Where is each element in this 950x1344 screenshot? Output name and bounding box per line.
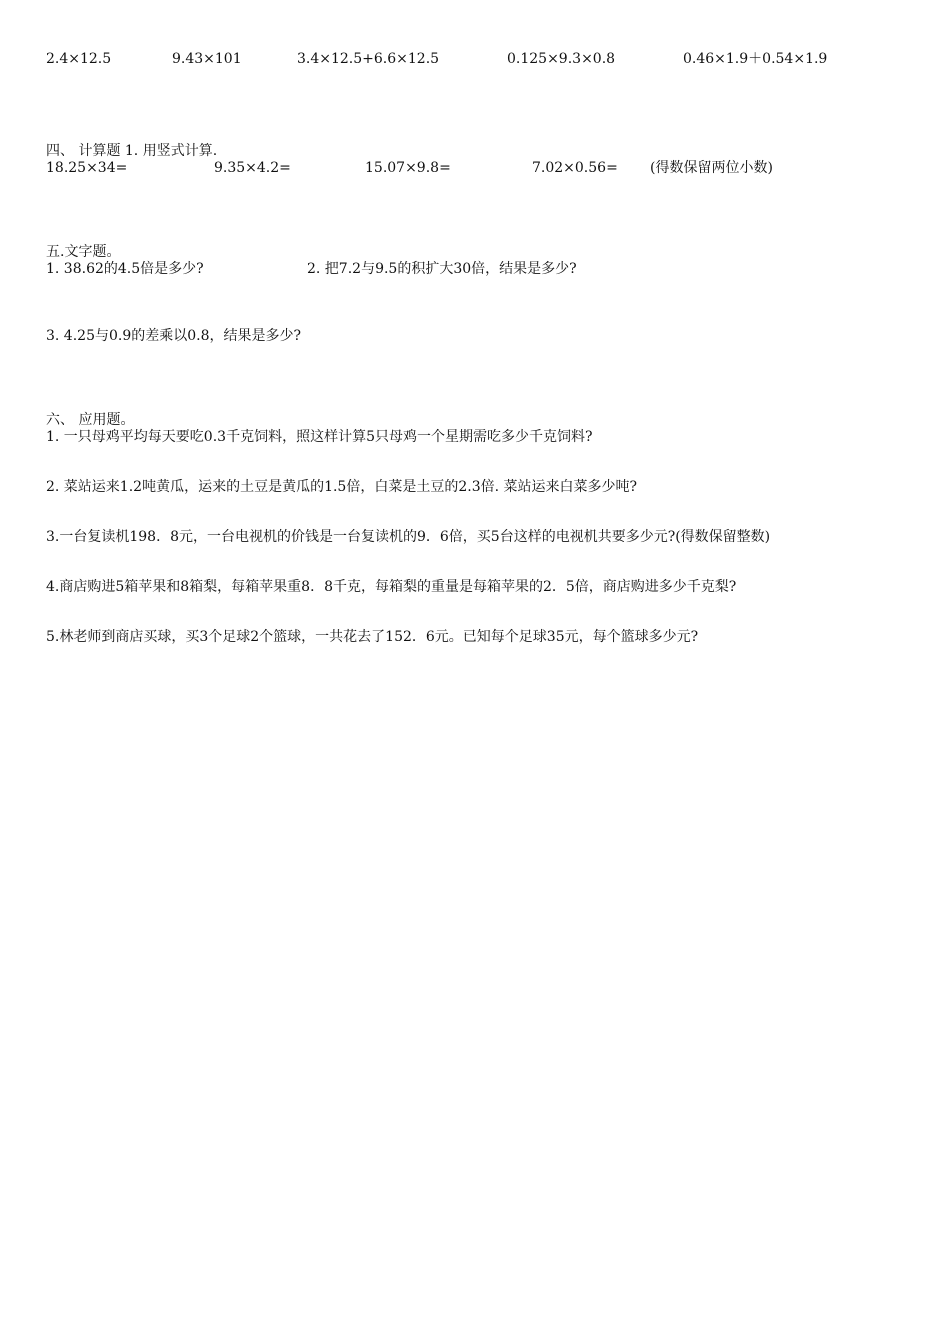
application-problem-3: 3.一台复读机198．8元，一台电视机的价钱是一台复读机的9．6倍，买5台这样的电视机共要多少元?(得数保留整数)	[46, 529, 771, 545]
vertical-calc-4: 7.02×0.56=	[532, 160, 618, 176]
expression-4: 0.125×9.3×0.8	[507, 51, 616, 67]
expression-3: 3.4×12.5+6.6×12.5	[297, 51, 440, 67]
word-problem-3: 3. 4.25与0.9的差乘以0.8，结果是多少?	[46, 328, 302, 344]
section6-heading: 六、 应用题。	[46, 412, 135, 428]
section5-heading: 五.文字题。	[46, 244, 121, 260]
section4-heading: 四、 计算题 1. 用竖式计算.	[46, 143, 218, 159]
vertical-calc-2: 9.35×4.2=	[214, 160, 291, 176]
vertical-calc-1: 18.25×34=	[46, 160, 128, 176]
application-problem-5: 5.林老师到商店买球，买3个足球2个篮球，一共花去了152．6元。已知每个足球35元，每个篮球多少元?	[46, 629, 699, 645]
word-problem-2: 2. 把7.2与9.5的积扩大30倍，结果是多少?	[307, 261, 577, 277]
application-problem-2: 2. 菜站运来1.2吨黄瓜，运来的土豆是黄瓜的1.5倍，白菜是土豆的2.3倍. 菜站运来白菜多少吨?	[46, 479, 638, 495]
vertical-calc-3: 15.07×9.8=	[365, 160, 451, 176]
application-problem-1: 1. 一只母鸡平均每天要吃0.3千克饲料，照这样计算5只母鸡一个星期需吃多少千克饲料?	[46, 429, 593, 445]
word-problem-1: 1. 38.62的4.5倍是多少?	[46, 261, 204, 277]
rounding-note: (得数保留两位小数)	[650, 160, 773, 176]
expression-1: 2.4×12.5	[46, 51, 112, 67]
expression-2: 9.43×101	[172, 51, 242, 67]
application-problem-4: 4.商店购进5箱苹果和8箱梨，每箱苹果重8．8千克，每箱梨的重量是每箱苹果的2．5倍，商店购进多少千克梨?	[46, 579, 737, 595]
expression-5: 0.46×1.9＋0.54×1.9	[683, 51, 828, 67]
